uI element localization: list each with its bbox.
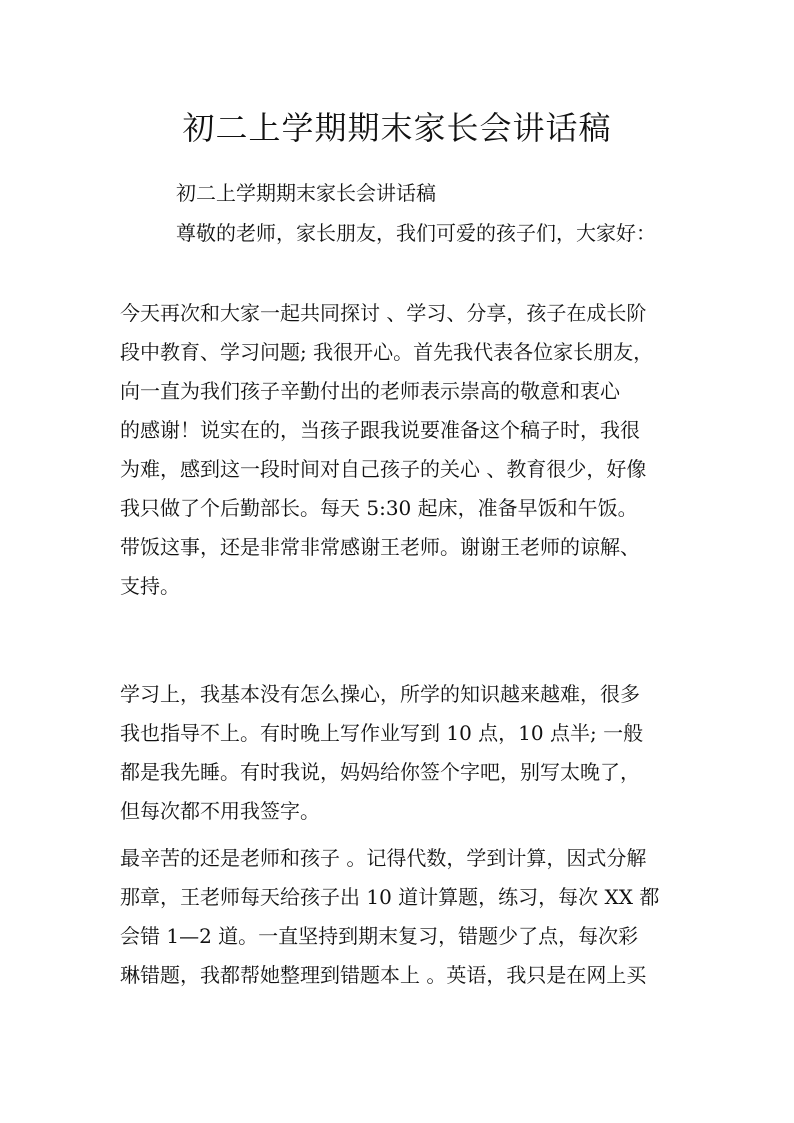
paragraph-line: 那章，王老师每天给孩子出 10 道计算题，练习，每次 XX 都 (120, 885, 660, 909)
paragraph-line: 但每次都不用我签字。 (120, 799, 320, 823)
paragraph-line: 都是我先睡。有时我说，妈妈给你签个字吧，别写太晚了， (120, 760, 640, 784)
paragraph-line: 带饭这事，还是非常非常感谢王老师。谢谢王老师的谅解、 (120, 535, 640, 559)
paragraph-line: 今天再次和大家一起共同探讨 、学习、分享，孩子在成长阶 (120, 301, 647, 325)
paragraph-line: 最辛苦的还是老师和孩子 。记得代数，学到计算，因式分解 (120, 846, 647, 870)
paragraph (120, 294, 690, 606)
paragraph (120, 675, 690, 831)
paragraph-line: 的感谢！说实在的，当孩子跟我说要准备这个稿子时，我很 (120, 418, 640, 442)
paragraph-line: 我只做了个后勤部长。每天 5:30 起床，准备早饭和午饭。 (120, 496, 638, 520)
paragraph-line: 为难，感到这一段时间对自己孩子的关心 、教育很少，好像 (120, 457, 647, 481)
paragraph (120, 839, 690, 995)
paragraph-line: 段中教育、学习问题; 我很开心。首先我代表各位家长朋友， (120, 340, 654, 364)
paragraph-line: 我也指导不上。有时晚上写作业写到 10 点，10 点半; 一般 (120, 721, 644, 745)
document-subtitle: 初二上学期期末家长会讲话稿 (176, 181, 436, 205)
paragraph-line: 支持。 (120, 574, 180, 598)
paragraph-line: 向一直为我们孩子辛勤付出的老师表示崇高的敬意和衷心 (120, 379, 620, 403)
greeting-line: 尊敬的老师，家长朋友，我们可爱的孩子们，大家好： (176, 221, 656, 245)
paragraph-line: 学习上，我基本没有怎么操心，所学的知识越来越难，很多 (120, 682, 640, 706)
paragraph-line: 会错 1—2 道。一直坚持到期末复习，错题少了点，每次彩 (120, 924, 639, 948)
paragraph-line: 琳错题，我都帮她整理到错题本上 。英语，我只是在网上买 (120, 963, 647, 987)
document-title: 初二上学期期末家长会讲话稿 (182, 109, 612, 147)
